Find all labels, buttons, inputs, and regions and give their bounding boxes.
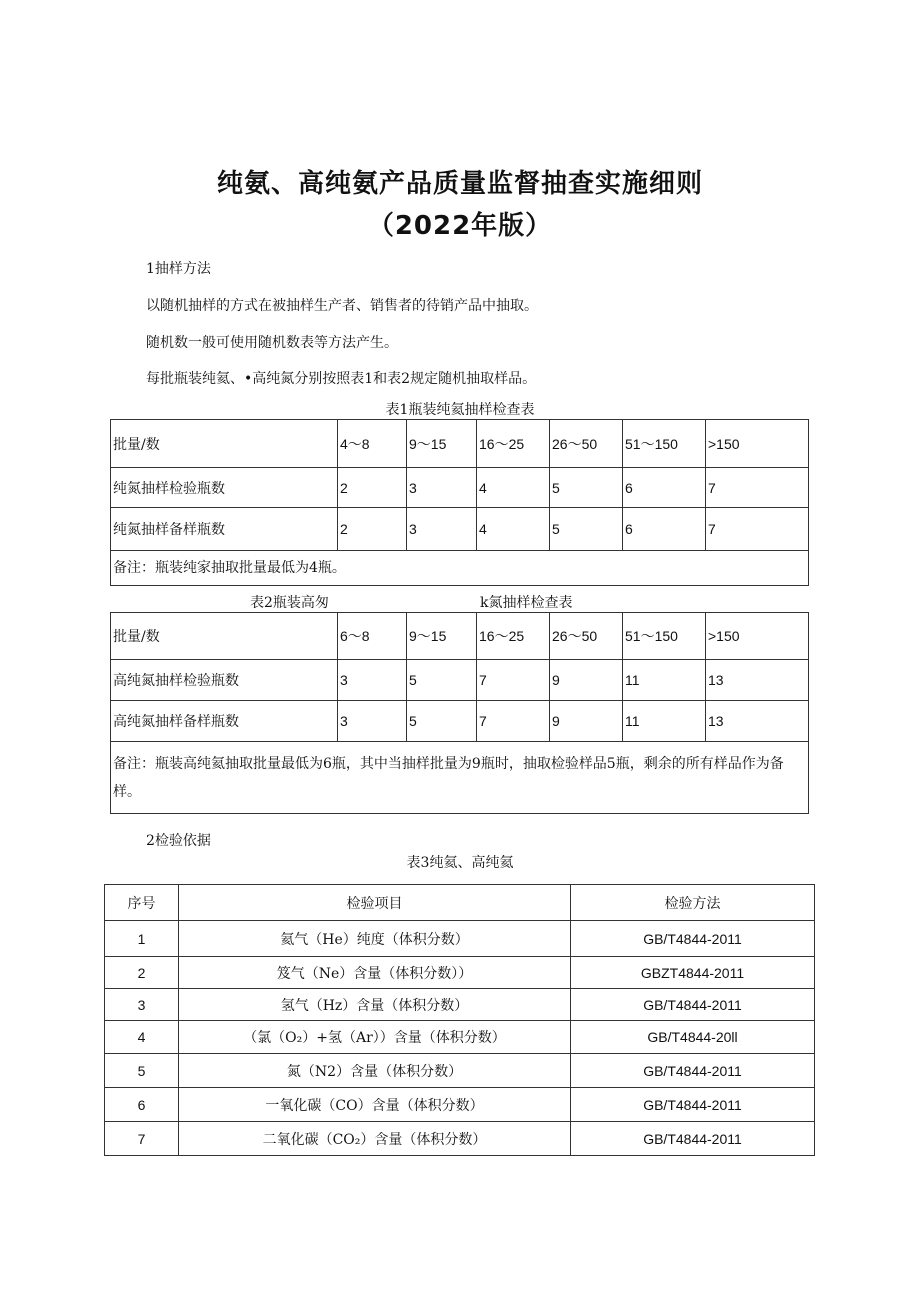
table-2-cell: 16～25 [477,613,550,660]
table-2-cell: 13 [706,660,809,701]
table-1-cell: 纯氮抽样检验瓶数 [111,468,338,508]
table-1-cell: 2 [338,468,407,508]
table-1-cell: 16～25 [477,420,550,468]
table-1-cell: 26～50 [550,420,623,468]
table-3-cell: 4 [105,1021,179,1054]
table-2-cell: 51～150 [623,613,706,660]
section-1-heading: 1抽样方法 [146,261,211,277]
table-2-cell: >150 [706,613,809,660]
table-3-cell: 笈气（Ne）含量（体积分数）） [179,957,571,989]
table-1-cell: 4～8 [338,420,407,468]
table-1-cell: 5 [550,508,623,551]
paragraph-3: 每批瓶装纯氦、•高纯氮分别按照表1和表2规定随机抽取样品。 [146,371,537,387]
table-1-cell: 4 [477,508,550,551]
table-2 [110,612,809,814]
table-1-note: 备注：瓶装纯家抽取批量最低为4瓶。 [111,551,809,586]
table-3-cell: GB/T4844-2011 [571,921,815,957]
paragraph-2: 随机数一般可使用随机数表等方法产生。 [146,335,398,351]
table-2-cell: 26～50 [550,613,623,660]
table-2-cell: 高纯氮抽样备样瓶数 [111,701,338,742]
table-2-cell: 7 [477,701,550,742]
table-2-cell: 5 [407,660,477,701]
table-2-cell: 3 [338,701,407,742]
table-1-cell: 批量/数 [111,420,338,468]
table-2-cell: 7 [477,660,550,701]
table-3-cell: 3 [105,989,179,1021]
section-2-heading: 2检验依据 [146,833,211,849]
table-3-cell: 一氧化碳（CO）含量（体积分数） [179,1088,571,1122]
paragraph-1: 以随机抽样的方式在被抽样生产者、销售者的待销产品中抽取。 [146,298,538,314]
table-1-cell: 纯氮抽样备样瓶数 [111,508,338,551]
table-1-cell: 6 [623,508,706,551]
table-1-cell: 6 [623,468,706,508]
table-2-cell: 高纯氮抽样检验瓶数 [111,660,338,701]
table-3-cell: GB/T4844-2011 [571,1122,815,1156]
table-2-caption-right: k氮抽样检查表 [480,595,573,611]
table-3-cell: 6 [105,1088,179,1122]
table-1 [110,419,809,586]
table-2-cell: 3 [338,660,407,701]
table-3-cell: GB/T4844-2011 [571,1088,815,1122]
table-2-cell: 11 [623,660,706,701]
table-2-note: 备注：瓶装高纯氦抽取批量最低为6瓶，其中当抽样批量为9瓶时，抽取检验样品5瓶，剩余的所有样品作为备样。 [111,742,809,814]
table-3-cell: 7 [105,1122,179,1156]
table-2-cell: 批量/数 [111,613,338,660]
table-3-header: 检验方法 [571,885,815,921]
table-2-cell: 9 [550,660,623,701]
table-1-cell: 9～15 [407,420,477,468]
table-2-cell: 13 [706,701,809,742]
table-3-cell: GB/T4844-20ll [571,1021,815,1054]
table-1-caption: 表1瓶装纯氦抽样检查表 [385,402,535,418]
table-3-header: 序号 [105,885,179,921]
document-subtitle: （2022年版） [367,211,553,241]
table-2-cell: 11 [623,701,706,742]
table-3-cell: 5 [105,1054,179,1088]
table-3-cell: GBZT4844-2011 [571,957,815,989]
table-2-caption-left: 表2瓶装高匆 [250,595,329,611]
table-3-caption: 表3纯氦、高纯氦 [406,855,514,871]
table-2-cell: 9～15 [407,613,477,660]
table-1-cell: 5 [550,468,623,508]
table-1-cell: 3 [407,508,477,551]
table-3-cell: 氦气（He）纯度（体积分数） [179,921,571,957]
table-3 [104,884,815,1156]
table-3-cell: 氮（N2）含量（体积分数） [179,1054,571,1088]
table-1-cell: 4 [477,468,550,508]
table-2-cell: 5 [407,701,477,742]
table-1-cell: 7 [706,508,809,551]
table-3-cell: 2 [105,957,179,989]
table-1-cell: 2 [338,508,407,551]
table-3-cell: 二氧化碳（CO₂）含量（体积分数） [179,1122,571,1156]
table-3-cell: GB/T4844-2011 [571,1054,815,1088]
table-3-cell: GB/T4844-2011 [571,989,815,1021]
table-1-cell: 3 [407,468,477,508]
table-3-cell: （氯（O₂）+氢（Ar））含量（体积分数） [179,1021,571,1054]
table-1-cell: 51～150 [623,420,706,468]
table-2-cell: 9 [550,701,623,742]
document-title: 纯氨、高纯氨产品质量监督抽查实施细则 [216,169,703,199]
table-3-cell: 1 [105,921,179,957]
table-1-cell: 7 [706,468,809,508]
table-2-cell: 6～8 [338,613,407,660]
table-3-cell: 氢气（Hz）含量（体积分数） [179,989,571,1021]
table-1-cell: >150 [706,420,809,468]
table-3-header: 检验项目 [179,885,571,921]
